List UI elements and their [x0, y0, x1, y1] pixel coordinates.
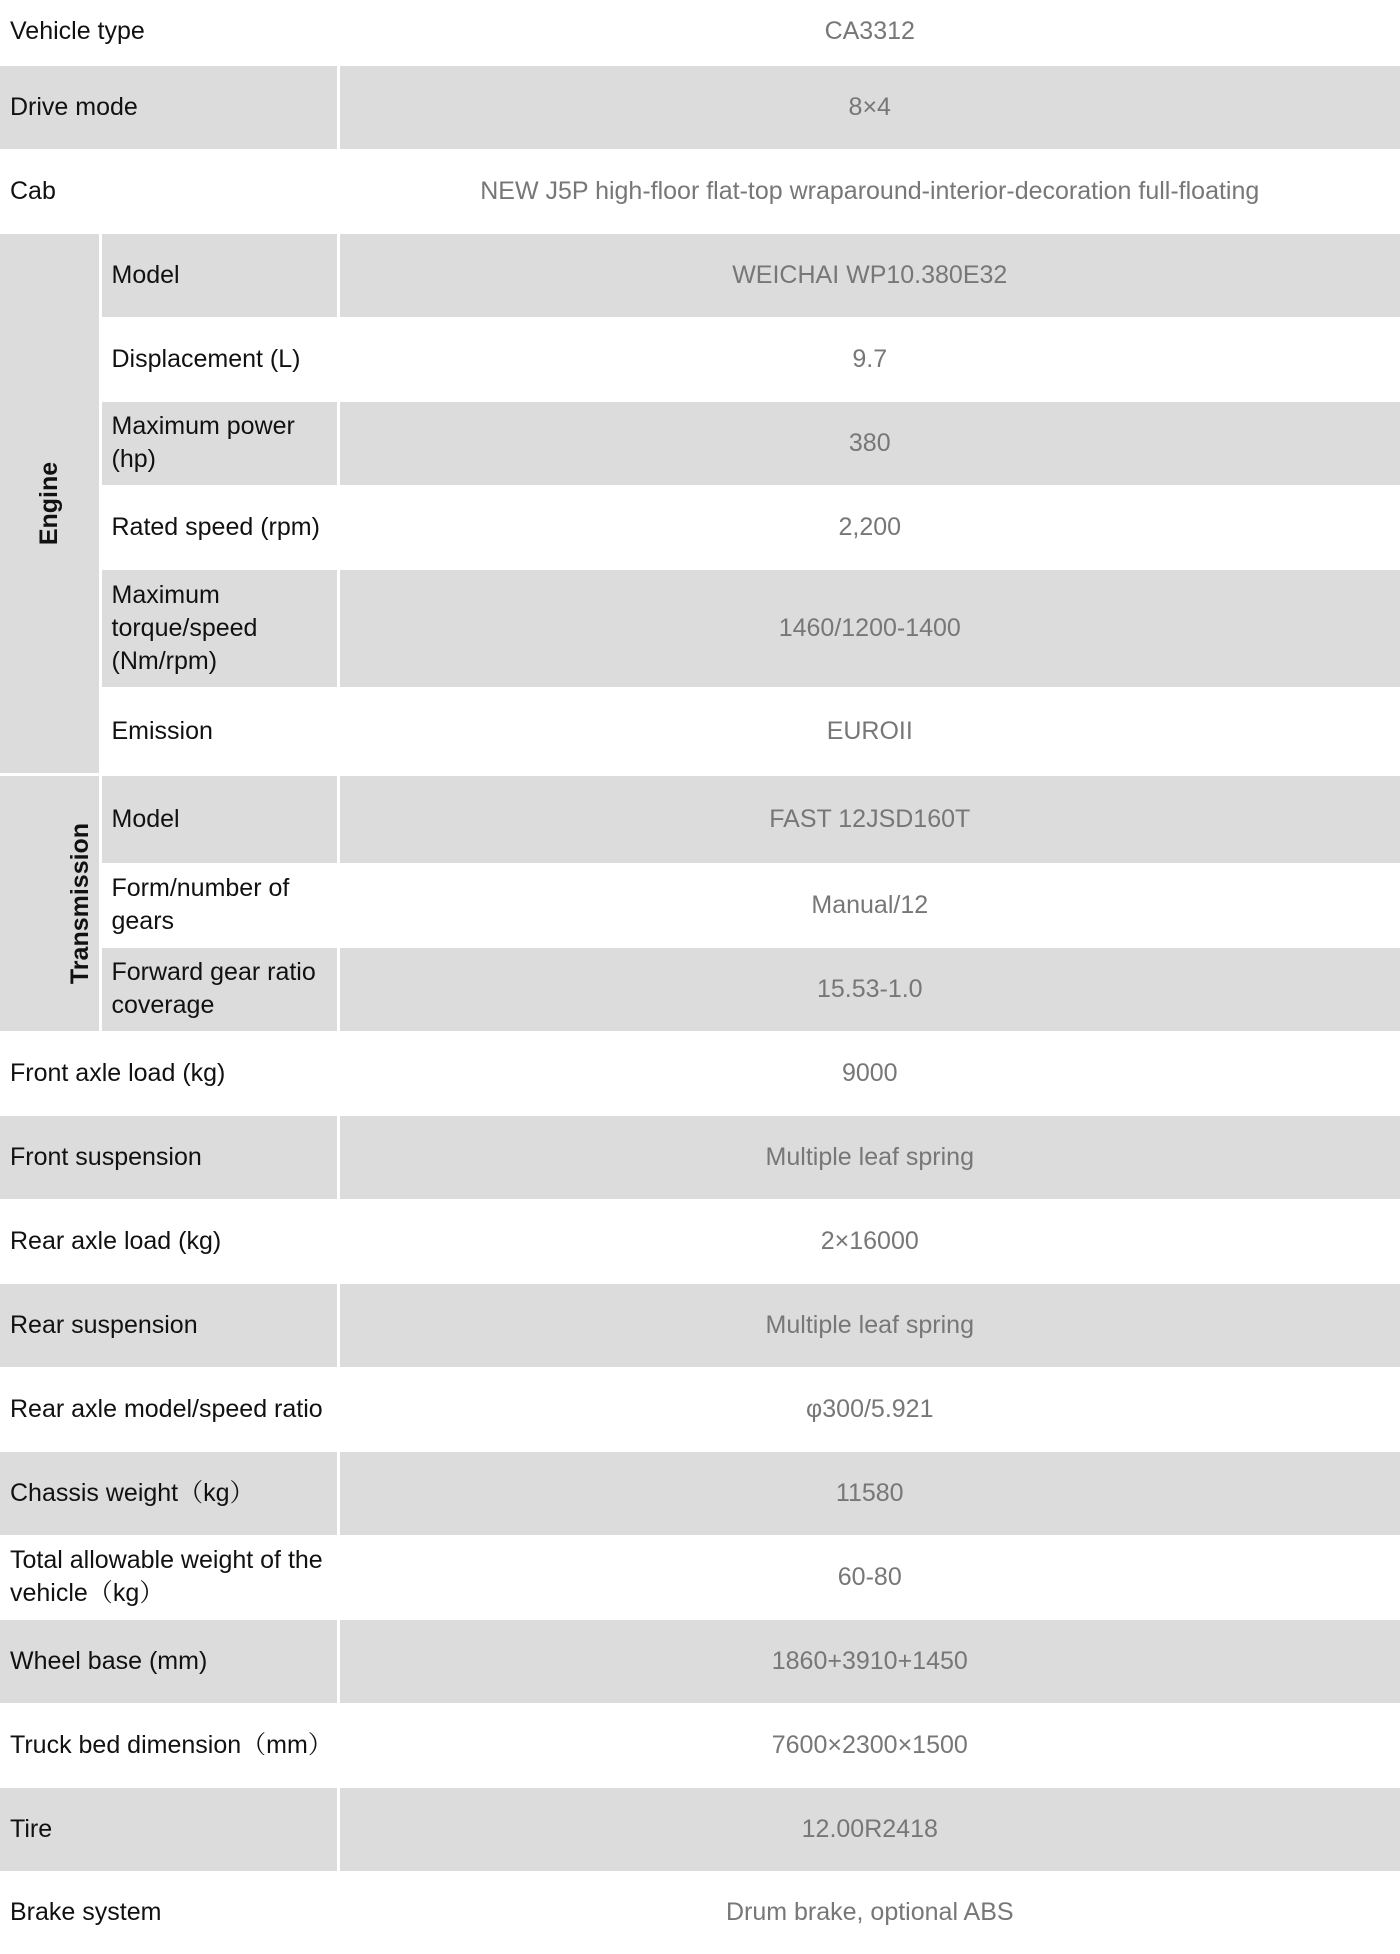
table-row [0, 1368, 1400, 1450]
row-label-max-power: Maximum power (hp) [100, 400, 338, 486]
table-row [0, 1618, 1400, 1704]
table-row [0, 946, 1400, 1032]
row-value-gear-ratio: 15.53-1.0 [338, 946, 1400, 1032]
row-value-engine-model: WEICHAI WP10.380E32 [338, 232, 1400, 318]
row-value-front-axle-load: 9000 [338, 1032, 1400, 1114]
table-row [0, 864, 1400, 946]
table-row [0, 1032, 1400, 1114]
row-label-vehicle-type: Vehicle type [0, 0, 338, 64]
row-label-tire: Tire [0, 1786, 338, 1872]
table-row [0, 232, 1400, 318]
row-label-total-weight: Total allowable weight of the vehicle（kg） [0, 1536, 338, 1618]
row-value-rear-axle-model: φ300/5.921 [338, 1368, 1400, 1450]
row-value-vehicle-type: CA3312 [338, 0, 1400, 64]
group-transmission [0, 774, 100, 1032]
table-row [0, 688, 1400, 774]
row-label-emission: Emission [100, 688, 338, 774]
table-row [0, 400, 1400, 486]
row-value-form-gears: Manual/12 [338, 864, 1400, 946]
row-value-chassis-weight: 11580 [338, 1450, 1400, 1536]
row-label-gear-ratio: Forward gear ratio coverage [100, 946, 338, 1032]
row-label-form-gears: Form/number of gears [100, 864, 338, 946]
group-label-engine: Engine [34, 461, 63, 545]
row-value-front-suspension: Multiple leaf spring [338, 1114, 1400, 1200]
table-row [0, 1872, 1400, 1952]
row-label-rear-axle-model: Rear axle model/speed ratio [0, 1368, 338, 1450]
row-label-transmission-model: Model [100, 774, 338, 864]
group-label-transmission: Transmission [66, 822, 95, 984]
table-row [0, 774, 1400, 864]
row-value-brake-system: Drum brake, optional ABS [338, 1872, 1400, 1952]
row-value-wheel-base: 1860+3910+1450 [338, 1618, 1400, 1704]
table-row [0, 1536, 1400, 1618]
row-value-displacement: 9.7 [338, 318, 1400, 400]
table-row [0, 150, 1400, 232]
row-label-rear-suspension: Rear suspension [0, 1282, 338, 1368]
row-label-rear-axle-load: Rear axle load (kg) [0, 1200, 338, 1282]
row-value-rear-axle-load: 2×16000 [338, 1200, 1400, 1282]
row-value-transmission-model: FAST 12JSD160T [338, 774, 1400, 864]
table-row [0, 1282, 1400, 1368]
table-row [0, 0, 1400, 64]
table-row [0, 1786, 1400, 1872]
row-label-front-suspension: Front suspension [0, 1114, 338, 1200]
row-label-brake-system: Brake system [0, 1872, 338, 1952]
row-value-cab: NEW J5P high-floor flat-top wraparound-interior-decoration full-floating [338, 150, 1400, 232]
row-label-wheel-base: Wheel base (mm) [0, 1618, 338, 1704]
row-label-rated-speed: Rated speed (rpm) [100, 486, 338, 568]
table-row [0, 1450, 1400, 1536]
table-row [0, 568, 1400, 688]
row-label-front-axle-load: Front axle load (kg) [0, 1032, 338, 1114]
row-value-rear-suspension: Multiple leaf spring [338, 1282, 1400, 1368]
row-value-truck-bed: 7600×2300×1500 [338, 1704, 1400, 1786]
row-label-engine-model: Model [100, 232, 338, 318]
row-label-cab: Cab [0, 150, 338, 232]
row-value-total-weight: 60-80 [338, 1536, 1400, 1618]
table-row [0, 486, 1400, 568]
row-value-drive-mode: 8×4 [338, 64, 1400, 150]
row-value-max-torque: 1460/1200-1400 [338, 568, 1400, 688]
table-row [0, 318, 1400, 400]
row-label-displacement: Displacement (L) [100, 318, 338, 400]
table-row [0, 1200, 1400, 1282]
table-row [0, 1114, 1400, 1200]
row-value-emission: EUROII [338, 688, 1400, 774]
row-label-chassis-weight: Chassis weight（kg） [0, 1450, 338, 1536]
row-value-tire: 12.00R2418 [338, 1786, 1400, 1872]
row-label-drive-mode: Drive mode [0, 64, 338, 150]
row-label-max-torque: Maximum torque/speed (Nm/rpm) [100, 568, 338, 688]
row-value-rated-speed: 2,200 [338, 486, 1400, 568]
row-label-truck-bed: Truck bed dimension（mm） [0, 1704, 338, 1786]
group-engine [0, 232, 100, 774]
table-row [0, 64, 1400, 150]
table-row [0, 1704, 1400, 1786]
row-value-max-power: 380 [338, 400, 1400, 486]
